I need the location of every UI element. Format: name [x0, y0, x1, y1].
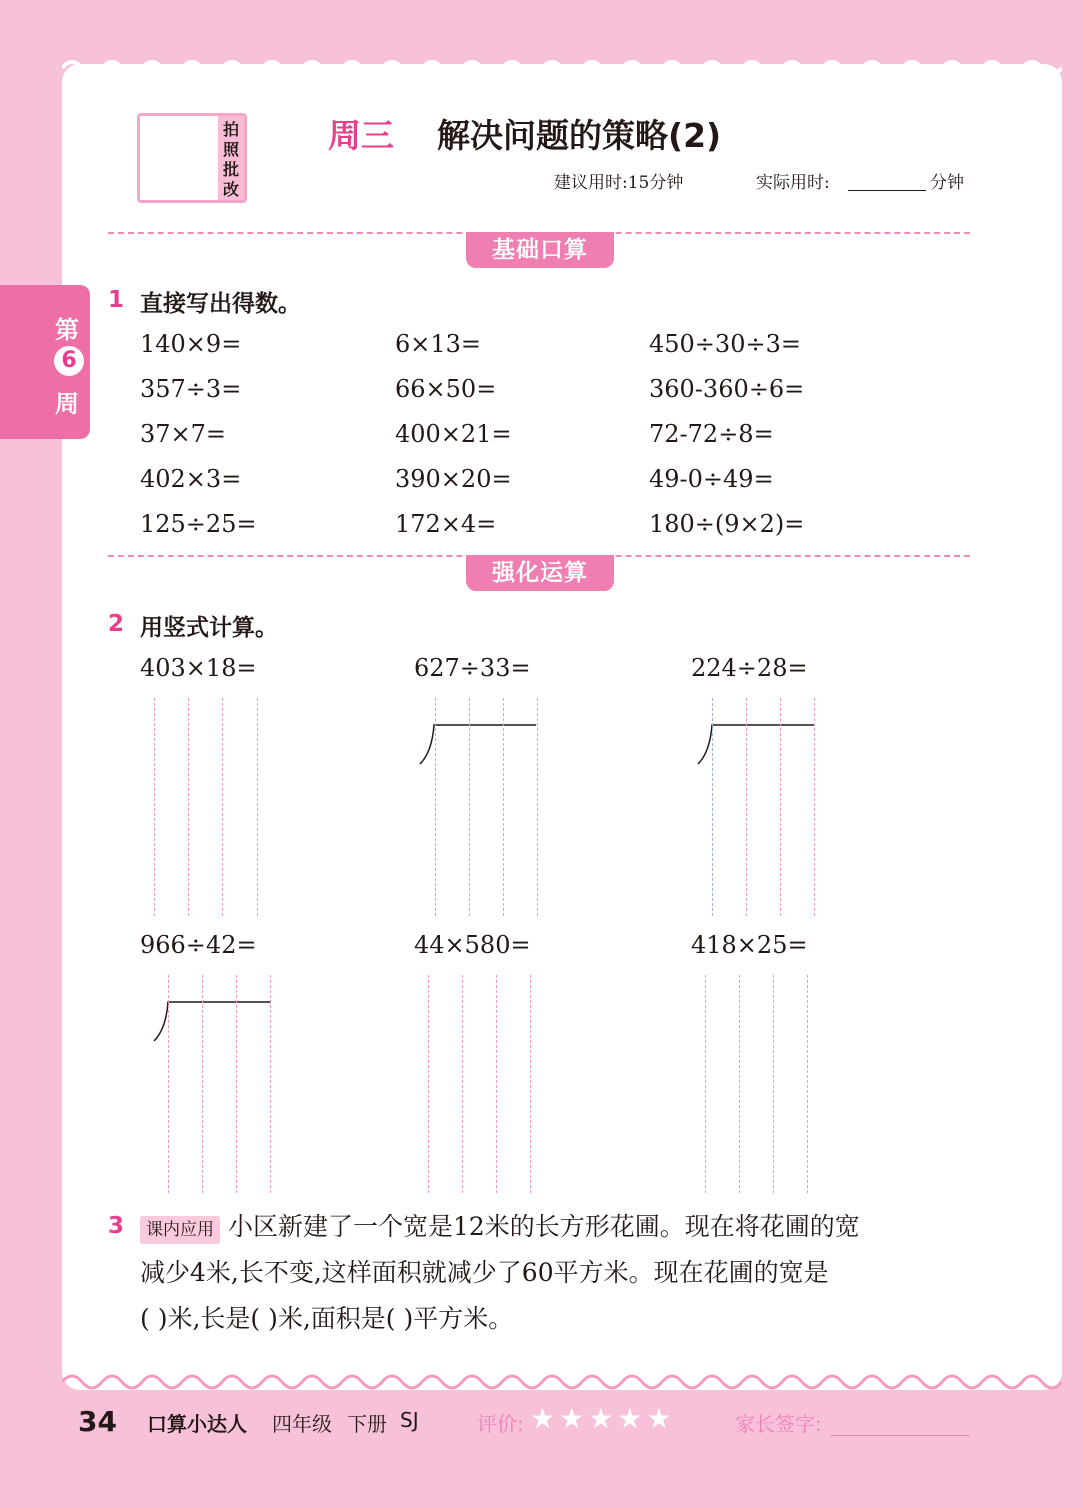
q1-item: 125÷25=	[140, 510, 257, 538]
work-guide-line	[257, 698, 258, 916]
division-bracket	[152, 995, 276, 1045]
work-guide-line	[780, 698, 781, 916]
q3-line-2: 减少4米,长不变,这样面积就减少了60平方米。现在花圃的宽是	[140, 1258, 829, 1287]
q1-item: 400×21=	[395, 420, 512, 448]
book-title: 口算小达人	[147, 1412, 247, 1436]
work-guide-line	[773, 975, 774, 1193]
work-guide-line	[435, 698, 436, 916]
work-guide-line	[168, 975, 169, 1193]
section-tag-basic: 基础口算	[466, 232, 614, 268]
q2-item: 44×580=	[414, 931, 531, 959]
q1-item: 402×3=	[140, 465, 242, 493]
page-number: 34	[78, 1405, 117, 1438]
q2-item: 966÷42=	[140, 931, 257, 959]
q1-item: 180÷(9×2)=	[649, 510, 805, 538]
q1-number: 1	[108, 287, 125, 313]
q1-item: 6×13=	[395, 330, 482, 358]
q3-line-1-text: 小区新建了一个宽是12米的长方形花圃。现在将花圃的宽	[227, 1212, 860, 1241]
rating-label: 评价:	[477, 1412, 524, 1436]
work-guide-line	[222, 698, 223, 916]
work-guide-line	[503, 698, 504, 916]
q2-item: 627÷33=	[414, 654, 531, 682]
work-guide-line	[188, 698, 189, 916]
title-day: 周三	[328, 116, 394, 155]
q2-item: 403×18=	[140, 654, 257, 682]
suggested-time: 建议用时:15分钟	[554, 173, 684, 193]
work-guide-line	[236, 975, 237, 1193]
q1-item: 66×50=	[395, 375, 497, 403]
rating-stars[interactable]: ★★★★★	[530, 1402, 676, 1435]
q1-item: 49-0÷49=	[649, 465, 774, 493]
edition: SJ	[400, 1408, 419, 1432]
grade: 四年级	[272, 1412, 332, 1436]
wavy-border-bottom	[62, 1370, 1062, 1394]
division-bracket	[696, 718, 820, 768]
actual-time-blank[interactable]	[848, 190, 926, 191]
q1-item: 360-360÷6=	[649, 375, 805, 403]
work-guide-line	[814, 698, 815, 916]
q3-line-1	[140, 1204, 980, 1250]
actual-time-label: 实际用时:	[756, 173, 830, 193]
q1-item: 390×20=	[395, 465, 512, 493]
week-suffix: 周	[55, 390, 79, 418]
q1-item: 140×9=	[140, 330, 242, 358]
q2-prompt: 用竖式计算。	[140, 615, 278, 641]
q2-number: 2	[108, 611, 125, 637]
week-prefix: 第	[55, 316, 79, 344]
page-title: 解决问题的策略(2)	[437, 116, 722, 155]
work-guide-line	[705, 975, 706, 1193]
q1-item: 72-72÷8=	[649, 420, 774, 448]
work-guide-line	[712, 698, 713, 916]
work-guide-line	[270, 975, 271, 1193]
work-guide-line	[537, 698, 538, 916]
q2-item: 418×25=	[691, 931, 808, 959]
work-guide-line	[202, 975, 203, 1193]
q3-badge: 课内应用	[140, 1216, 220, 1244]
q1-item: 450÷30÷3=	[649, 330, 801, 358]
work-guide-line	[428, 975, 429, 1193]
volume: 下册	[347, 1412, 387, 1436]
work-guide-line	[469, 698, 470, 916]
work-guide-line	[807, 975, 808, 1193]
actual-time-unit: 分钟	[930, 173, 964, 193]
photo-grading-box[interactable]	[137, 113, 247, 203]
q3-paragraph	[140, 1204, 980, 1342]
week-number: 6	[54, 346, 84, 376]
work-guide-line	[154, 698, 155, 916]
section-tag-advanced: 强化运算	[466, 555, 614, 591]
work-guide-line	[746, 698, 747, 916]
q2-item: 224÷28=	[691, 654, 808, 682]
q1-item: 357÷3=	[140, 375, 242, 403]
q3-number: 3	[108, 1213, 125, 1239]
parent-signature-label: 家长签字:	[735, 1412, 822, 1436]
work-guide-line	[496, 975, 497, 1193]
q3-line-3[interactable]: ( )米,长是( )米,面积是( )平方米。	[140, 1304, 514, 1333]
work-guide-line	[462, 975, 463, 1193]
parent-signature-line[interactable]	[830, 1435, 970, 1436]
wavy-border-top	[62, 56, 1062, 80]
work-guide-line	[739, 975, 740, 1193]
q1-prompt: 直接写出得数。	[140, 291, 301, 317]
work-guide-line	[530, 975, 531, 1193]
division-bracket	[418, 718, 542, 768]
q1-item: 172×4=	[395, 510, 497, 538]
q1-item: 37×7=	[140, 420, 227, 448]
photo-label: 拍照批改	[222, 120, 239, 199]
